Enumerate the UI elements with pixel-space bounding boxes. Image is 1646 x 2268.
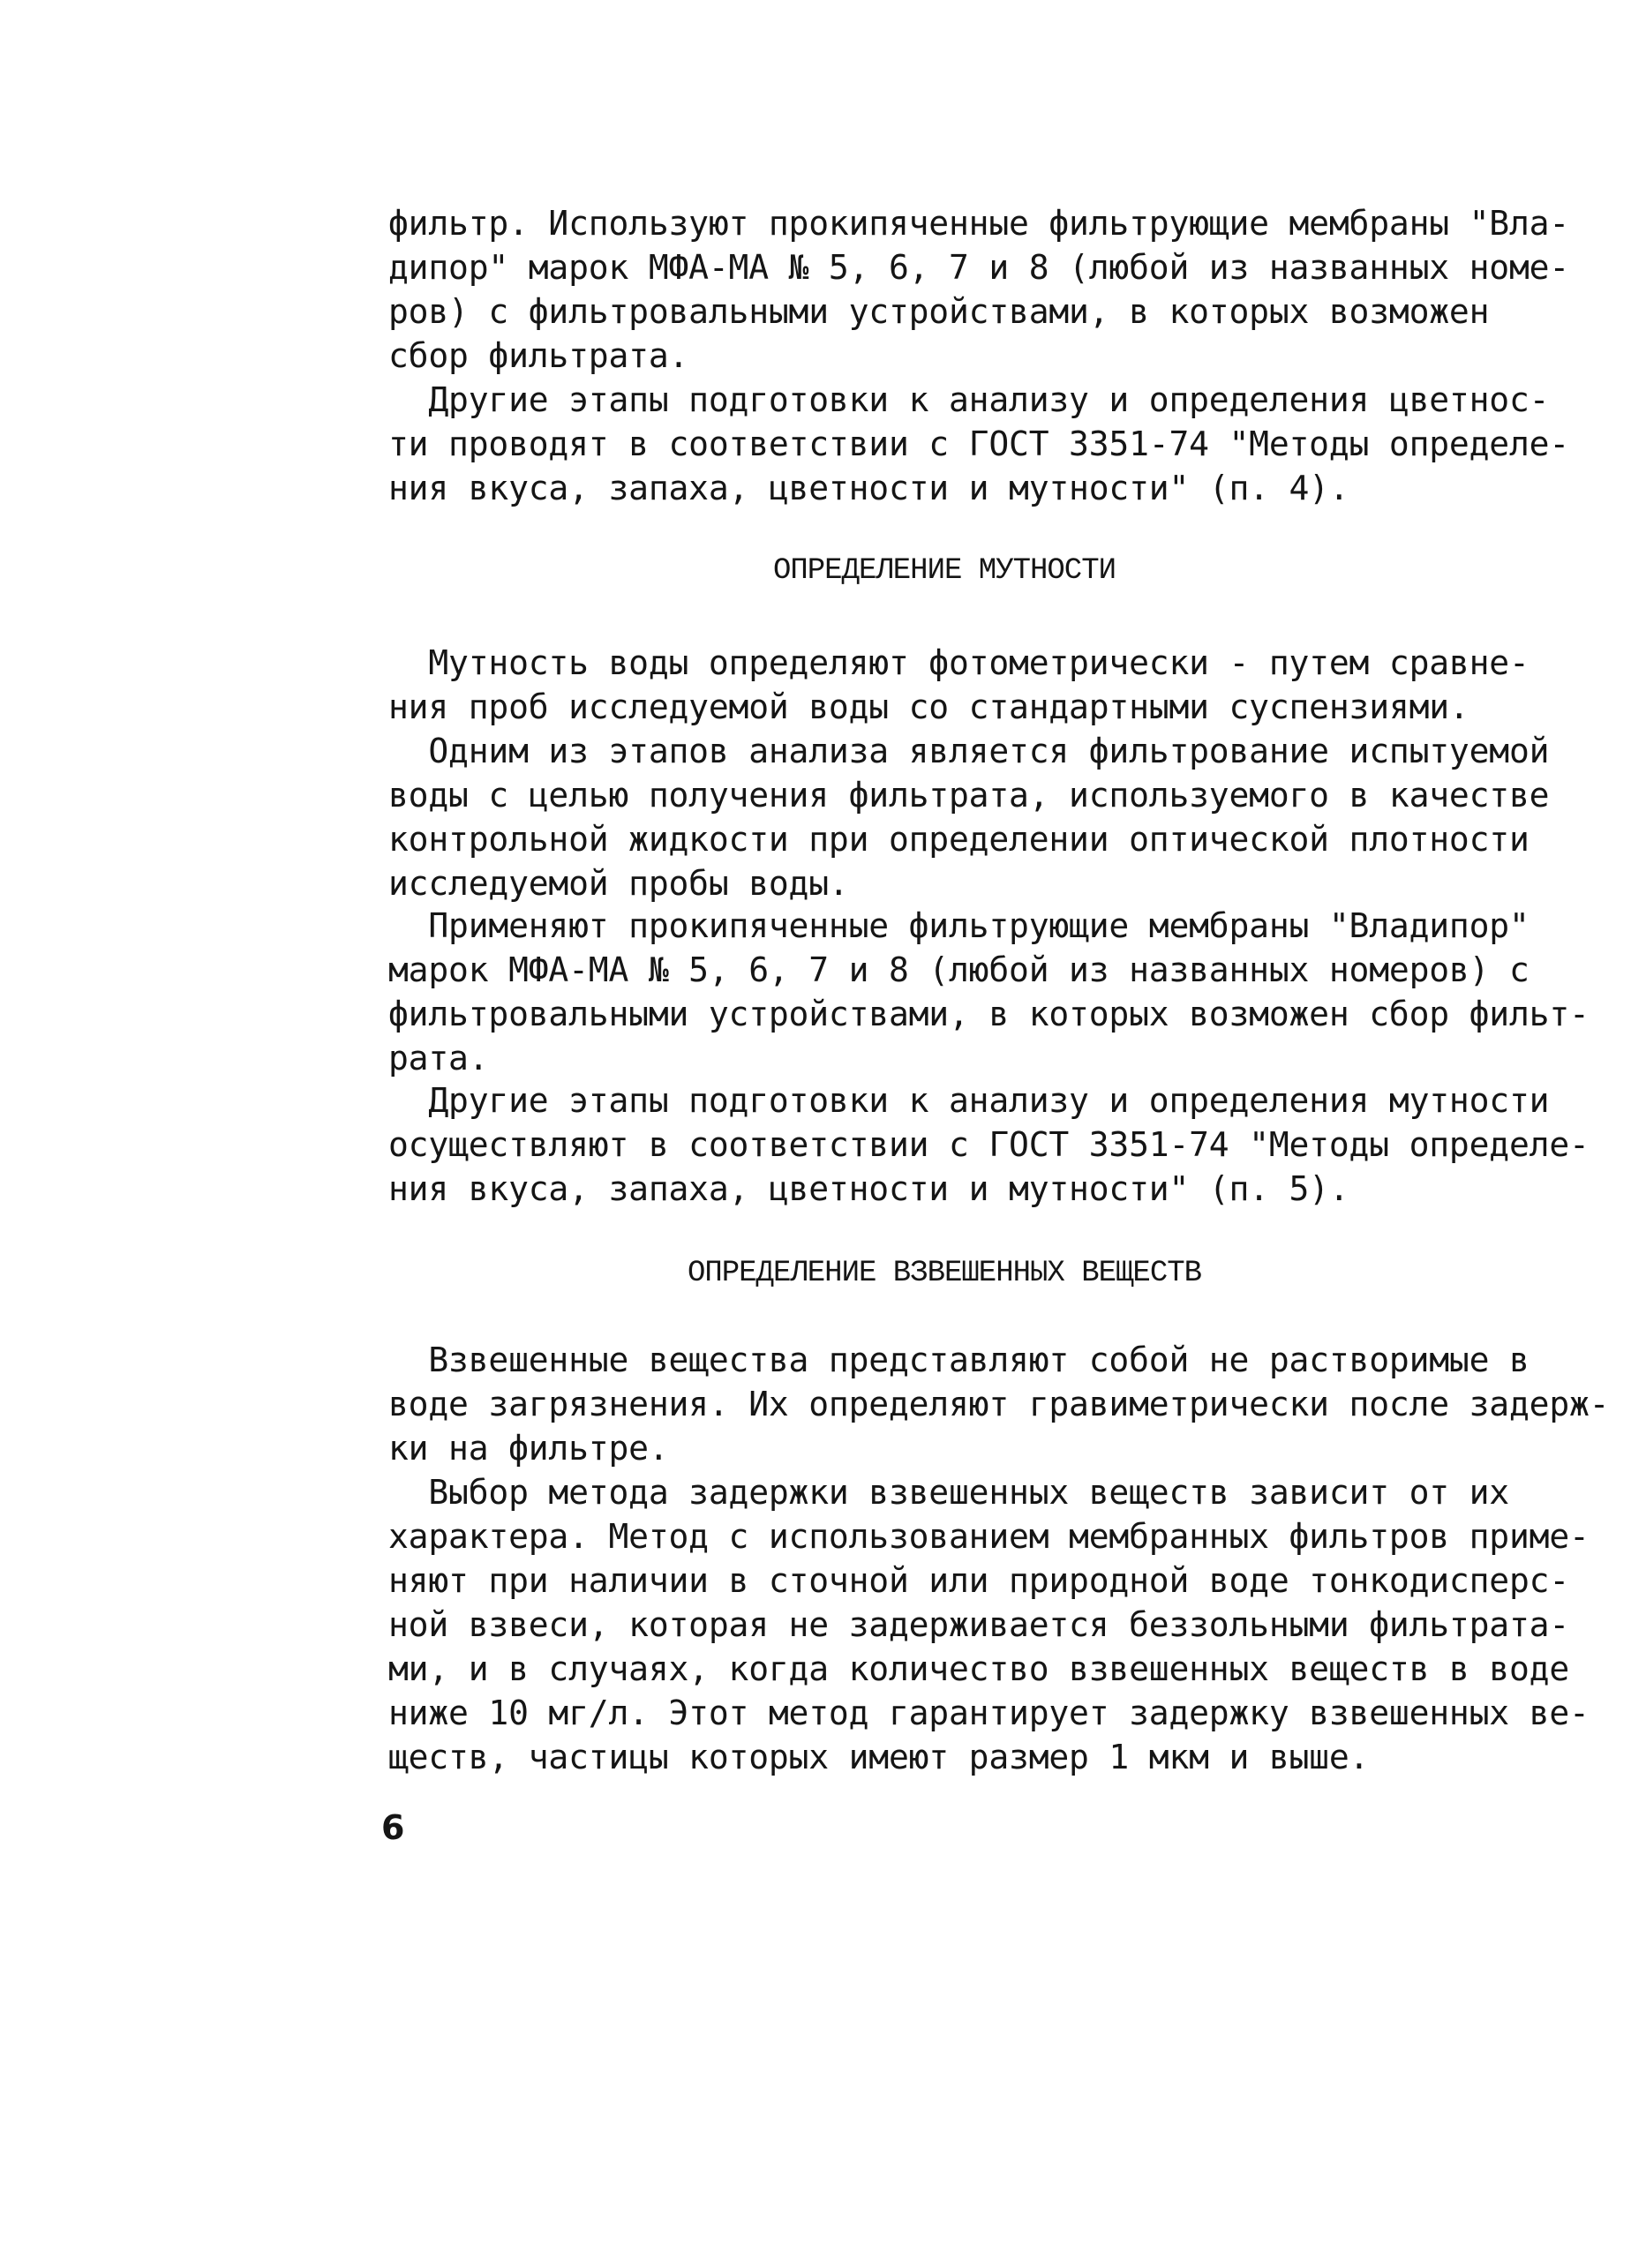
text-line: Мутность воды определяют фотометрически - путем сравне- bbox=[388, 643, 1530, 682]
paragraph-turbidity-other-stages bbox=[388, 1078, 1590, 1211]
text-line: ниже 10 мг/л. Этот метод гарантирует задержку взвешенных ве- bbox=[388, 1693, 1590, 1732]
text-line: Применяют прокипяченные фильтрующие мембраны "Владипор" bbox=[388, 906, 1530, 945]
text-line: ров) с фильтровальными устройствами, в которых возможен bbox=[388, 292, 1490, 331]
text-line: Выбор метода задержки взвешенных веществ зависит от их bbox=[388, 1473, 1509, 1512]
text-line: Другие этапы подготовки к анализу и определения цветнос- bbox=[388, 380, 1550, 419]
paragraph-membranes-usage bbox=[388, 904, 1590, 1080]
paragraph-filtration-step bbox=[388, 729, 1550, 905]
text-line: фильтр. Используют прокипяченные фильтрующие мембраны "Вла- bbox=[388, 204, 1569, 243]
paragraph-suspended-solids-definition bbox=[388, 1338, 1610, 1470]
text-line: Взвешенные вещества представляют собой не растворимые в bbox=[388, 1341, 1530, 1379]
text-line: ки на фильтре. bbox=[388, 1429, 669, 1468]
text-line: характера. Метод с использованием мембранных фильтров приме- bbox=[388, 1517, 1590, 1556]
text-line: ния вкуса, запаха, цветности и мутности" (п. 5). bbox=[388, 1169, 1349, 1208]
text-line: воде загрязнения. Их определяют гравиметрически после задерж- bbox=[388, 1385, 1610, 1423]
text-line: исследуемой пробы воды. bbox=[388, 864, 849, 903]
text-line: осуществляют в соответствии с ГОСТ 3351-74 "Методы определе- bbox=[388, 1125, 1590, 1164]
text-line: ной взвеси, которая не задерживается беззольными фильтрата- bbox=[388, 1605, 1569, 1644]
text-line: ми, и в случаях, когда количество взвешенных веществ в воде bbox=[388, 1649, 1569, 1688]
page-number: 6 bbox=[381, 1808, 405, 1847]
text-line: марок МФА-МА № 5, 6, 7 и 8 (любой из названных номеров) с bbox=[388, 950, 1530, 989]
text-line: ния вкуса, запаха, цветности и мутности" (п. 4). bbox=[388, 469, 1349, 507]
text-line: фильтровальными устройствами, в которых возможен сбор фильт- bbox=[388, 995, 1590, 1033]
text-line: ществ, частицы которых имеют размер 1 мкм и выше. bbox=[388, 1738, 1370, 1776]
text-line: воды с целью получения фильтрата, используемого в качестве bbox=[388, 776, 1550, 815]
text-line: Другие этапы подготовки к анализу и определения мутности bbox=[388, 1081, 1550, 1120]
text-line: контрольной жидкости при определении оптической плотности bbox=[388, 820, 1530, 859]
paragraph-filter-membranes bbox=[388, 201, 1569, 378]
text-line: ния проб исследуемой воды со стандартными суспензиями. bbox=[388, 687, 1469, 726]
text-line: Одним из этапов анализа является фильтрование испытуемой bbox=[388, 732, 1550, 770]
text-line: дипор" марок МФА-МА № 5, 6, 7 и 8 (любой из названных номе- bbox=[388, 248, 1569, 287]
paragraph-method-selection bbox=[388, 1470, 1590, 1779]
paragraph-turbidity-definition bbox=[388, 641, 1530, 729]
section-heading-turbidity: ОПРЕДЕЛЕНИЕ МУТНОСТИ bbox=[772, 554, 1116, 588]
text-line: рата. bbox=[388, 1039, 489, 1078]
paragraph-color-other-stages bbox=[388, 378, 1569, 510]
section-heading-suspended-solids: ОПРЕДЕЛЕНИЕ ВЗВЕШЕННЫХ ВЕЩЕСТВ bbox=[687, 1257, 1202, 1290]
text-line: ти проводят в соответствии с ГОСТ 3351-74 "Методы определе- bbox=[388, 424, 1569, 463]
text-line: сбор фильтрата. bbox=[388, 336, 689, 375]
text-line: няют при наличии в сточной или природной воде тонкодисперс- bbox=[388, 1561, 1569, 1600]
